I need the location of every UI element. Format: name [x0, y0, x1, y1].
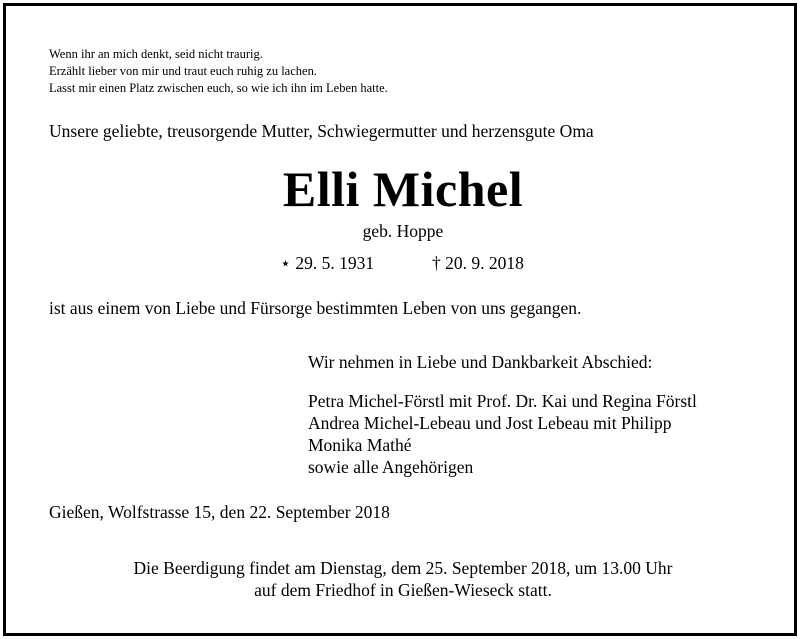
mourner-line: Monika Mathé — [308, 435, 412, 455]
mourner-line: Andrea Michel-Lebeau und Jost Lebeau mit Philipp — [308, 413, 672, 433]
mourners-list — [308, 390, 697, 478]
intro-text: Unsere geliebte, treusorgende Mutter, Schwiegermutter und herzensgute Oma — [49, 121, 594, 141]
maiden-name: geb. Hoppe — [362, 221, 444, 241]
place-and-date: Gießen, Wolfstrasse 15, den 22. September 2018 — [49, 502, 390, 522]
memorial-poem — [49, 46, 388, 97]
mourner-line: sowie alle Angehörigen — [308, 457, 474, 477]
birth-date: ⋆ 29. 5. 1931 — [280, 253, 375, 273]
death-date: † 20. 9. 2018 — [432, 253, 524, 273]
deceased-name: Elli Michel — [282, 161, 524, 217]
poem-line: Wenn ihr an mich denkt, seid nicht traurig. — [49, 47, 263, 61]
passing-statement: ist aus einem von Liebe und Fürsorge bestimmten Leben von uns gegangen. — [49, 298, 582, 318]
obituary-frame — [3, 3, 797, 636]
funeral-notice — [6, 557, 800, 601]
poem-line: Lasst mir einen Platz zwischen euch, so wie ich ihn im Leben hatte. — [49, 81, 388, 95]
poem-line: Erzählt lieber von mir und traut euch ruhig zu lachen. — [49, 64, 317, 78]
mourner-line: Petra Michel-Förstl mit Prof. Dr. Kai und Regina Förstl — [308, 391, 697, 411]
farewell-line: Wir nehmen in Liebe und Dankbarkeit Abschied: — [308, 352, 653, 372]
funeral-line: auf dem Friedhof in Gießen-Wieseck statt. — [254, 580, 552, 600]
funeral-line: Die Beerdigung findet am Dienstag, dem 25. September 2018, um 13.00 Uhr — [133, 558, 673, 578]
